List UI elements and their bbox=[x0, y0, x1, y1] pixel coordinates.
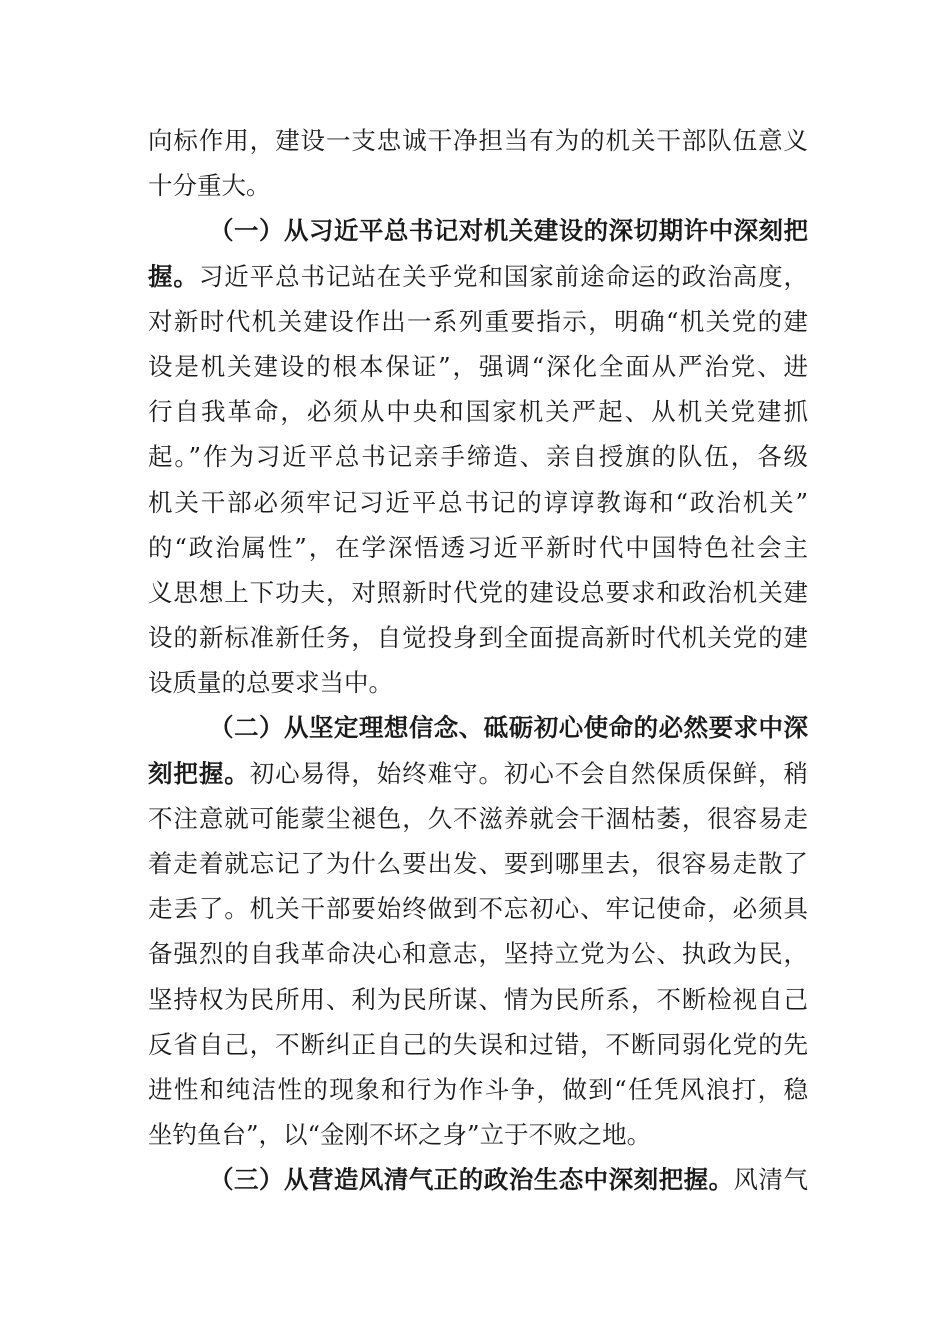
section1-line: 行自我革命，必须从中央和国家机关严起、从机关党建抓 bbox=[148, 397, 808, 427]
section1-line: 设质量的总要求当中。 bbox=[148, 668, 393, 698]
section2-line: 着走着就忘记了为什么要出发、要到哪里去，很容易走散了 bbox=[148, 849, 808, 878]
section2-line: 反省自己，不断纠正自己的失误和过错，不断同弱化党的先 bbox=[148, 1029, 808, 1059]
section2-line: 走丢了。机关干部要始终做到不忘初心、牢记使命，必须具 bbox=[148, 894, 808, 924]
section1-line: 机关干部必须牢记习近平总书记的谆谆教诲和“政治机关” bbox=[148, 487, 808, 517]
section1-line: 起。”作为习近平总书记亲手缔造、亲自授旗的队伍，各级 bbox=[148, 442, 808, 472]
section2-heading bbox=[148, 705, 808, 750]
section2-line: 备强烈的自我革命决心和意志，坚持立党为公、执政为民， bbox=[148, 939, 808, 969]
document-page bbox=[148, 118, 808, 1203]
section1-line: 的“政治属性”，在学深悟透习近平新时代中国特色社会主 bbox=[148, 532, 808, 562]
section1-line: 设是机关建设的根本保证”，强调“深化全面从严治党、进 bbox=[148, 351, 808, 381]
section1-line: 义思想上下功夫，对照新时代党的建设总要求和政治机关建 bbox=[148, 577, 808, 607]
section1-heading bbox=[148, 208, 808, 253]
section2-line: 进性和纯洁性的现象和行为作斗争，做到“任凭风浪打，稳 bbox=[148, 1074, 808, 1104]
section1-line-1 bbox=[148, 254, 808, 299]
section1-heading-text: （一）从习近平总书记对机关建设的深切期许中深刻把 bbox=[209, 216, 808, 246]
section3-heading-line bbox=[148, 1157, 808, 1202]
section3-text: 风清气 bbox=[733, 1165, 809, 1195]
section2-heading-tail: 刻把握。 bbox=[148, 758, 250, 788]
section2-heading-text: （二）从坚定理想信念、砥砺初心使命的必然要求中深 bbox=[209, 713, 808, 743]
section2-line: 坚持权为民所用、利为民所谋、情为民所系，不断检视自己 bbox=[148, 984, 808, 1014]
section1-line: 对新时代机关建设作出一系列重要指示，明确“机关党的建 bbox=[148, 306, 808, 336]
intro-line-1: 向标作用，建设一支忠诚干净担当有为的机关干部队伍意义 bbox=[148, 126, 808, 155]
section3-heading: （三）从营造风清气正的政治生态中深刻把握。 bbox=[209, 1165, 734, 1195]
section2-line-1 bbox=[148, 751, 808, 796]
intro-line-2: 十分重大。 bbox=[148, 171, 271, 201]
section2-line: 坐钓鱼台”，以“金刚不坏之身”立于不败之地。 bbox=[148, 1120, 652, 1150]
section2-first-line-text: 初心易得，始终难守。初心不会自然保质保鲜，稍 bbox=[249, 758, 809, 788]
section1-first-line-text: 习近平总书记站在关乎党和国家前途命运的政治高度， bbox=[198, 261, 809, 291]
section1-line: 设的新标准新任务，自觉投身到全面提高新时代机关党的建 bbox=[148, 623, 808, 653]
section2-line: 不注意就可能蒙尘褪色，久不滋养就会干涸枯萎，很容易走 bbox=[148, 803, 808, 833]
section1-heading-tail: 握。 bbox=[148, 261, 199, 291]
